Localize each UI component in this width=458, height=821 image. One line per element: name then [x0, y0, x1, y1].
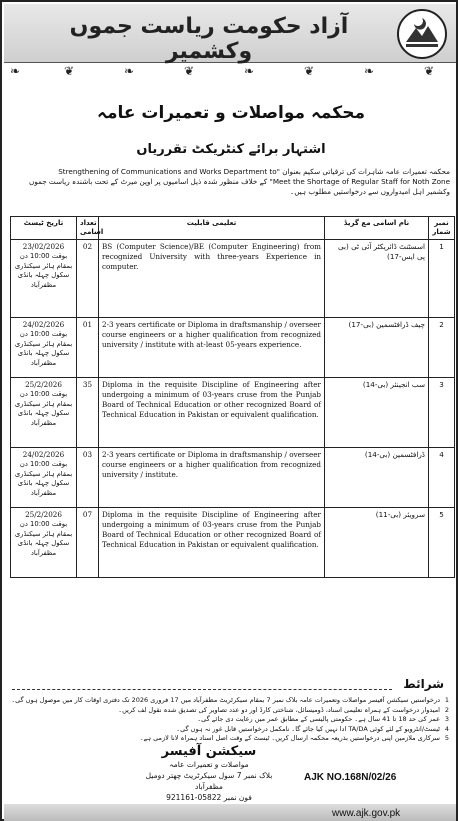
- posts-count: 01: [77, 318, 99, 378]
- posts-count: 35: [77, 378, 99, 448]
- interview-date: 24/02/2026: [22, 450, 65, 459]
- term-text: ٹیسٹ/انٹرویو کے لئے کوئی TA/DA ادا نہیں کیا جائے گا۔ نامکمل درخواستیں قابل غور نہ ہوں گی۔: [176, 724, 440, 733]
- posts-count: 02: [77, 240, 99, 318]
- list-item: [10, 725, 454, 735]
- terms-heading: شرائط: [403, 677, 444, 691]
- government-title: آزاد حکومت ریاست جموں وکشمیر: [69, 14, 349, 64]
- list-item: [10, 706, 454, 716]
- post-name-cell: ڈرافٹسمین (بی-14): [325, 448, 429, 508]
- signatory-title: سیکشن آفیسر: [161, 744, 257, 759]
- interview-date: 24/02/2026: [22, 320, 65, 329]
- qualification-cell: Diploma in the requisite Discipline of Engineering after undergoing a minimum of 03-years cruse from the Punjab Board of Technical Education or other recognized Board of Technical Education in Pakistan or equivalent qualification.: [99, 378, 325, 448]
- ajk-emblem-icon: [394, 8, 450, 60]
- table-header-row: [11, 217, 455, 240]
- col-header-serial: نمبر شمار: [429, 217, 455, 240]
- posts-count: 03: [77, 448, 99, 508]
- term-number: 2: [444, 705, 450, 714]
- intro-line: وکشمیر اہل امیدواروں سے درخواستیں مطلوب ہیں۔: [290, 187, 450, 196]
- serial-cell: 2: [429, 318, 455, 378]
- header-banner: [4, 4, 456, 63]
- jobs-table: [10, 216, 455, 578]
- intro-line: محکمہ تعمیرات عامہ شاہرات کی ترقیاتی سکیم بعنوان "Strengthening of Communications and Works Department to: [58, 167, 450, 176]
- footer: [4, 744, 456, 821]
- col-header-qualification: تعلیمی قابلیت: [99, 217, 325, 240]
- list-item: [10, 734, 454, 744]
- table-row: [11, 240, 455, 318]
- serial-cell: 4: [429, 448, 455, 508]
- serial-cell: 5: [429, 508, 455, 578]
- interview-venue: بوقت 10:00 دن بمقام ہائر سیکنڈری سکول چہلہ بانڈی مظفرآباد: [14, 460, 73, 497]
- interview-venue: بوقت 10:00 دن بمقام ہائر سیکنڈری سکول چہلہ بانڈی مظفرآباد: [14, 330, 73, 367]
- intro-paragraph: [10, 167, 450, 197]
- signatory-phone: فون نمبر 05822-921161: [166, 793, 252, 802]
- term-number: 3: [444, 715, 450, 724]
- interview-venue: بوقت 10:00 دن بمقام ہائر سیکنڈری سکول چہلہ بانڈی مظفرآباد: [14, 390, 73, 427]
- department-name: محکمہ مواصلات و تعمیرات عامہ: [97, 103, 365, 123]
- ad-reference-number: AJK NO.168N/02/26: [304, 772, 397, 783]
- serial-cell: 3: [429, 378, 455, 448]
- serial-cell: 1: [429, 240, 455, 318]
- signatory-address: بلاک نمبر 7 سول سیکرٹریٹ چھتر دومیل مظفرآباد: [145, 771, 273, 791]
- qualification-cell: BS (Computer Science)/BE (Computer Engineering) from recognized University with three-years Experience in computer.: [99, 240, 325, 318]
- table-row: [11, 508, 455, 578]
- col-header-posts: تعداد اسامی: [77, 217, 99, 240]
- terms-list: [10, 696, 454, 744]
- table-row: [11, 318, 455, 378]
- posts-count: 07: [77, 508, 99, 578]
- row-date-cell: [11, 448, 77, 508]
- intro-line: Meet the Shortage of Regular Staff for Noth Zone" کے خلاف منظور شدہ ذیل اسامیوں پر اوپن میرٹ کے تحت باشندہ ریاست جموں: [29, 177, 450, 186]
- qualification-cell: 2-3 years certificate or Diploma in draftsmanship / overseer course engineers or a higher qualification from recognized university / institute with at-least 05-years experience.: [99, 318, 325, 378]
- table-row: [11, 448, 455, 508]
- col-header-date: تاریخ ٹیسٹ: [11, 217, 77, 240]
- term-text: عمر کی حد 18 تا 41 سال ہے۔ حکومتی پالیسی کے مطابق عمر میں رعایت دی جائے گی۔: [197, 715, 440, 724]
- list-item: [10, 696, 454, 706]
- term-number: 4: [444, 724, 450, 733]
- qualification-cell: 2-3 years certificate or Diploma in draftsmanship / overseer course engineers or a higher qualification from recognized university / institute.: [99, 448, 325, 508]
- decorative-leaf-border: ❧ ❦ ❧ ❦ ❧ ❦ ❧ ❦: [10, 64, 435, 78]
- post-name-cell: سرویئر (بی-11): [325, 508, 429, 578]
- signature-block: [134, 744, 284, 803]
- website-link[interactable]: www.ajk.gov.pk: [332, 808, 401, 819]
- qualification-cell: Diploma in the requisite Discipline of Engineering after undergoing a minimum of 03-years cruse from the Punjab Board of Technical Education or other recognized Board of Technical Education in Pakistan or equivalent qualification.: [99, 508, 325, 578]
- row-date-cell: [11, 378, 77, 448]
- col-header-post-name: نام اسامی مع گریڈ: [325, 217, 429, 240]
- interview-venue: بوقت 10:00 دن بمقام ہائر سیکنڈری سکول چہلہ بانڈی مظفرآباد: [14, 520, 73, 557]
- term-number: 1: [444, 696, 450, 704]
- post-name-cell: چیف ڈرافٹسمین (بی-17): [325, 318, 429, 378]
- row-date-cell: [11, 318, 77, 378]
- term-number: 5: [444, 734, 450, 743]
- row-date-cell: [11, 240, 77, 318]
- table-row: [11, 378, 455, 448]
- signatory-department: مواصلات و تعمیرات عامہ: [169, 760, 249, 769]
- interview-venue: بوقت 10:00 دن بمقام ہائر سیکنڈری سکول چہلہ بانڈی مظفرآباد: [14, 252, 73, 289]
- interview-date: 25/2/2026: [25, 510, 62, 519]
- interview-date: 25/2/2026: [25, 380, 62, 389]
- term-text: درخواستیں سیکشن آفیسر مواصلات وتعمیرات عامہ بلاک نمبر 7 بمقام سیکرٹریٹ مظفرآباد میں 17 فروری 2026 تک دفتری اوقات کار میں موصول ہوں گی۔: [11, 696, 440, 704]
- advertisement-title: اشتہار برائے کنٹریکٹ تقرریاں: [136, 142, 326, 157]
- row-date-cell: [11, 508, 77, 578]
- term-text: سرکاری ملازمین اپنی درخواستیں بذریعہ محکمہ ارسال کریں۔ ٹیسٹ کے وقت اصل اسناد ہمراہ لانا لازمی ہے۔: [139, 734, 440, 743]
- terms-divider: [12, 689, 392, 690]
- post-name-cell: اسسٹنٹ ڈائریکٹر آئی ٹی (بی پی ایس-17): [325, 240, 429, 318]
- list-item: [10, 715, 454, 725]
- term-text: امیدوار درخواست کے ہمراہ تعلیمی اسناد، ڈومیسائل، شناختی کارڈ اور دو عدد تصاویر کی تصدیق شدہ نقول لف کریں۔: [118, 705, 440, 714]
- interview-date: 23/02/2026: [22, 242, 65, 251]
- post-name-cell: سب انجینئر (بی-14): [325, 378, 429, 448]
